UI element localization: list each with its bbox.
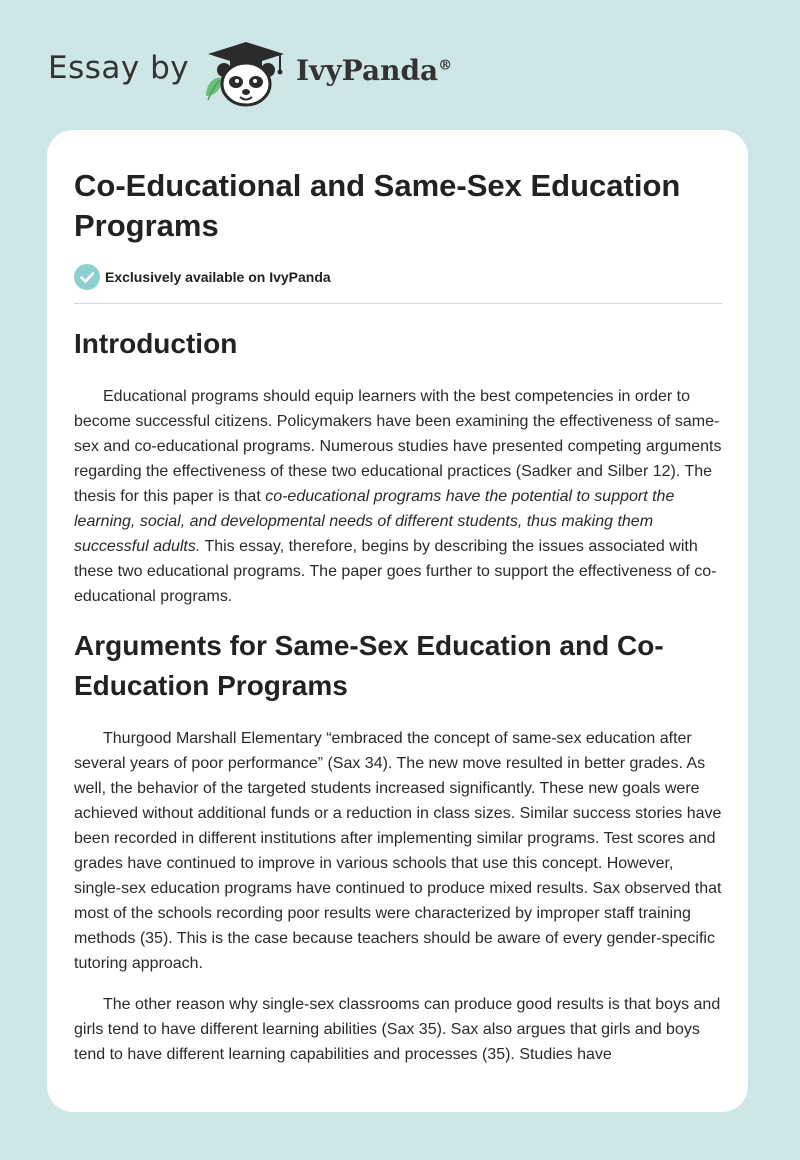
article-card — [47, 130, 748, 1112]
section-heading-arguments: Arguments for Same-Sex Education and Co-Education Programs — [74, 630, 664, 701]
site-header — [0, 0, 800, 130]
panda-logo-icon[interactable] — [200, 38, 292, 108]
brand-name[interactable]: IvyPanda® — [296, 54, 453, 87]
brand-prefix: Essay by — [48, 50, 190, 86]
divider — [74, 303, 722, 304]
article-title: Co-Educational and Same-Sex Education Programs — [74, 168, 681, 243]
paragraph-arguments-2: The other reason why single-sex classrooms can produce good results is that boys and girls tend to have different learning abilities (Sax 35). Sax also argues that girls and boys tend to have different learning capabilities and processes (35). Studies have — [74, 996, 721, 1063]
paragraph-introduction: Educational programs should equip learners with the best competencies in order to become successful citizens. Policymakers have been examining the effectiveness of same-sex and co-educational programs. Numerous studies have presented competing arguments regarding the effectiveness of these two educational practices (Sadker and Silber 12). The thesis for this paper is that co-educational programs have the potential to support the learning, social, and developmental needs of different students, thus making them successful adults. This essay, therefore, begins by describing the issues associated with these two educational programs. The paper goes further to support the effectiveness of co-educational programs. — [74, 388, 722, 605]
check-circle-icon — [74, 264, 100, 290]
exclusive-badge: Exclusively available on IvyPanda — [105, 269, 331, 285]
section-heading-introduction: Introduction — [74, 328, 238, 359]
paragraph-arguments-1: Thurgood Marshall Elementary “embraced the concept of same-sex education after several years of poor performance” (Sax 34). The new move resulted in better grades. As well, the behavior of the targeted students increased significantly. These new goals were achieved without additional funds or a reduction in class sizes. Similar success stories have been recorded in different institutions after implementing similar programs. Test scores and grades have continued to improve in various schools that use this concept. However, single-sex education programs have continued to produce mixed results. Sax observed that most of the schools recording poor results were characterized by improper staff training methods (35). This is the case because teachers should be aware of every gender-specific tutoring approach. — [74, 730, 722, 972]
thesis-statement: co-educational programs have the potential to support the learning, social, and developmental needs of different students, thus making them successful adults. — [74, 488, 675, 555]
